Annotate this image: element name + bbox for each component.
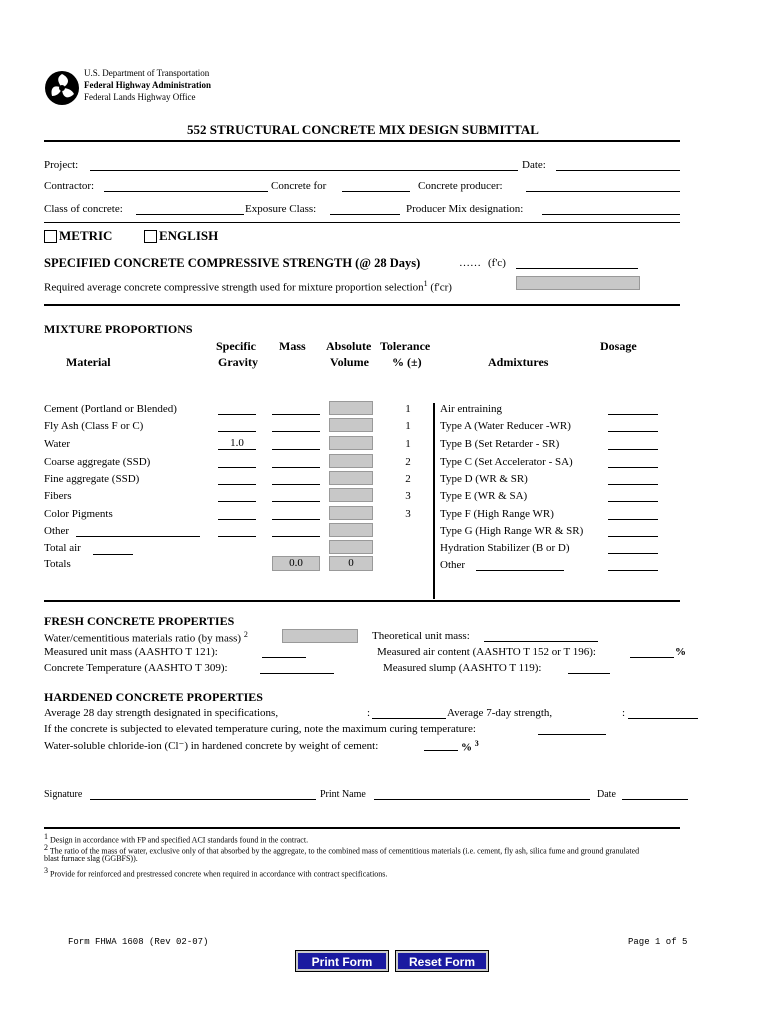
admixture-label: Type D (WR & SR) xyxy=(440,473,528,485)
avg7-label: Average 7-day strength, xyxy=(447,707,553,719)
mixture-rule xyxy=(44,600,680,602)
admixture-label: Type A (Water Reducer -WR) xyxy=(440,420,571,432)
metric-label: METRIC xyxy=(59,228,113,243)
material-name: Cement (Portland or Blended) xyxy=(44,403,177,415)
agency-line-2: Federal Highway Administration xyxy=(84,80,212,90)
agency-line-1: U.S. Department of Transportation xyxy=(84,68,210,78)
air-content-field[interactable] xyxy=(630,657,674,658)
tolerance-value: 1 xyxy=(405,403,411,415)
concrete-producer-label: Concrete producer: xyxy=(418,180,503,192)
admix-divider xyxy=(433,403,435,599)
footnote-3: $^3$ Provide for reinforced and prestressed concrete when required in accordance with contract specifications. xyxy=(44,866,388,879)
measured-mass-label: Measured unit mass (AASHTO T 121): xyxy=(44,646,218,658)
signature-field[interactable] xyxy=(90,799,316,800)
specified-strength-label: SPECIFIED CONCRETE COMPRESSIVE STRENGTH (@ 28 Days) xyxy=(44,256,421,270)
tolerance-value: 1 xyxy=(405,438,411,450)
absolute-volume-field[interactable] xyxy=(329,471,373,485)
mass-field[interactable] xyxy=(272,431,320,432)
mass-field[interactable] xyxy=(272,449,320,450)
absolute-volume-field[interactable] xyxy=(329,401,373,415)
strength-rule xyxy=(44,304,680,306)
material-name: Fine aggregate (SSD) xyxy=(44,473,140,485)
dosage-field[interactable] xyxy=(608,431,658,432)
reset-form-button[interactable]: Reset Form xyxy=(396,951,488,971)
fc-field[interactable] xyxy=(516,268,638,269)
footnote-2-cont: blast furnace slag (GGBFS)). xyxy=(44,854,138,863)
avg28-label: Average 28 day strength designated in specifications, xyxy=(44,707,279,719)
title-rule xyxy=(44,140,680,142)
material-name: Fibers xyxy=(44,490,72,502)
total-air-field[interactable] xyxy=(93,554,133,555)
dot-logo-icon xyxy=(44,70,80,106)
admixture-label: Air entraining xyxy=(440,403,503,415)
specific-gravity-field[interactable] xyxy=(218,501,256,502)
dosage-field[interactable] xyxy=(608,519,658,520)
theoretical-label: Theoretical unit mass: xyxy=(372,630,470,642)
print-name-label: Print Name xyxy=(320,789,366,800)
theoretical-field[interactable] xyxy=(484,641,598,642)
dosage-field[interactable] xyxy=(608,449,658,450)
measured-mass-field[interactable] xyxy=(262,657,306,658)
specific-gravity-field[interactable] xyxy=(218,414,256,415)
material-name: Coarse aggregate (SSD) xyxy=(44,456,151,468)
print-form-button[interactable]: Print Form xyxy=(296,951,388,971)
specific-gravity-field[interactable] xyxy=(218,519,256,520)
sig-date-label: Date xyxy=(597,789,616,800)
tolerance-value: 2 xyxy=(405,456,411,468)
mass-field[interactable] xyxy=(272,536,320,537)
specific-gravity-value: 1.0 xyxy=(230,437,244,449)
col-mass: Mass xyxy=(279,339,306,353)
col-specific: Specific xyxy=(216,339,256,353)
col-tolerance: Tolerance xyxy=(380,339,431,353)
avg28-colon: : xyxy=(367,707,371,719)
absolute-volume-field[interactable] xyxy=(329,454,373,468)
required-strength-label: Required average concrete compressive strength used for mixture proportion selection$^1$ (f'cr) xyxy=(44,279,452,294)
avg7-colon: : xyxy=(622,707,626,719)
mass-field[interactable] xyxy=(272,414,320,415)
dots: …… xyxy=(459,257,481,269)
col-gravity: Gravity xyxy=(218,355,258,369)
dot-logo xyxy=(44,70,80,106)
concrete-for-field[interactable] xyxy=(342,191,410,192)
material-name: Other xyxy=(44,525,70,537)
material-name: Water xyxy=(44,438,70,450)
tolerance-value: 3 xyxy=(405,490,411,502)
admixture-label: Type G (High Range WR & SR) xyxy=(440,525,584,537)
english-label: ENGLISH xyxy=(159,228,219,243)
material-name: Color Pigments xyxy=(44,508,113,520)
col-pct: % (±) xyxy=(392,355,422,369)
exposure-label: Exposure Class: xyxy=(245,203,317,215)
total-air-volume[interactable] xyxy=(329,540,373,554)
other-material-field[interactable] xyxy=(76,536,200,537)
dosage-field[interactable] xyxy=(608,501,658,502)
tolerance-value: 1 xyxy=(405,420,411,432)
admixture-label: Type B (Set Retarder - SR) xyxy=(440,438,560,450)
air-content-pct: % xyxy=(675,646,686,658)
signature-label: Signature xyxy=(44,789,83,800)
date-label: Date: xyxy=(522,159,546,171)
agency-line-3: Federal Lands Highway Office xyxy=(84,92,196,102)
form-number: Form FHWA 1608 (Rev 02-07) xyxy=(68,937,209,947)
slump-label: Measured slump (AASHTO T 119): xyxy=(383,662,542,674)
hardened-heading: HARDENED CONCRETE PROPERTIES xyxy=(44,690,263,704)
temp-field[interactable] xyxy=(260,673,334,674)
concrete-producer-field[interactable] xyxy=(526,191,680,192)
absolute-volume-field[interactable] xyxy=(329,418,373,432)
fcr-field[interactable] xyxy=(516,276,640,290)
mass-field[interactable] xyxy=(272,501,320,502)
dosage-field[interactable] xyxy=(608,484,658,485)
admixture-label: Hydration Stabilizer (B or D) xyxy=(440,542,570,554)
exposure-field[interactable] xyxy=(330,214,400,215)
material-name: Fly Ash (Class F or C) xyxy=(44,420,144,432)
other-admixture-field[interactable] xyxy=(476,570,564,571)
mass-field[interactable] xyxy=(272,519,320,520)
absolute-volume-field[interactable] xyxy=(329,488,373,502)
class-label: Class of concrete: xyxy=(44,203,123,215)
admixture-label: Type F (High Range WR) xyxy=(440,508,554,520)
print-name-field[interactable] xyxy=(374,799,590,800)
footnote-2: $^2$ The ratio of the mass of water, exclusive only of that absorbed by the aggregate, to the combined mass of cementitious materials (i.e. cement, fly ash, silica fume and ground granulated xyxy=(44,843,640,856)
col-material: Material xyxy=(66,355,111,369)
date-field[interactable] xyxy=(556,170,680,171)
english-checkbox[interactable] xyxy=(144,230,157,243)
specific-gravity-field[interactable] xyxy=(218,484,256,485)
class-field[interactable] xyxy=(136,214,244,215)
avg28-field[interactable] xyxy=(372,718,446,719)
tolerance-value: 2 xyxy=(405,473,411,485)
col-volume: Volume xyxy=(330,355,369,369)
project-field[interactable] xyxy=(90,170,518,171)
totals-label: Totals xyxy=(44,558,71,570)
admixture-label: Other xyxy=(440,559,466,571)
chloride-label: Water-soluble chloride-ion (Cl⁻) in hardened concrete by weight of cement: xyxy=(44,740,379,752)
air-content-label: Measured air content (AASHTO T 152 or T 196): xyxy=(377,646,596,658)
dosage-field[interactable] xyxy=(608,414,658,415)
curing-label: If the concrete is subjected to elevated temperature curing, note the maximum curing temperature: xyxy=(44,723,476,735)
producer-mix-field[interactable] xyxy=(542,214,680,215)
chloride-field[interactable] xyxy=(424,750,458,751)
producer-mix-label: Producer Mix designation: xyxy=(406,203,524,215)
col-absolute: Absolute xyxy=(326,339,372,353)
contractor-label: Contractor: xyxy=(44,180,95,192)
admixture-label: Type E (WR & SA) xyxy=(440,490,528,502)
absolute-volume-field[interactable] xyxy=(329,436,373,450)
contractor-field[interactable] xyxy=(104,191,268,192)
specific-gravity-field[interactable] xyxy=(218,431,256,432)
col-dosage: Dosage xyxy=(600,339,637,353)
chloride-pct: % $^3$ xyxy=(461,739,479,754)
dosage-field[interactable] xyxy=(608,553,658,554)
slump-field[interactable] xyxy=(568,673,610,674)
avg7-field[interactable] xyxy=(628,718,698,719)
col-admixtures: Admixtures xyxy=(488,355,549,369)
totals-mass: 0.0 xyxy=(272,556,320,571)
temp-label: Concrete Temperature (AASHTO T 309): xyxy=(44,662,228,674)
wc-ratio-field[interactable] xyxy=(282,629,358,643)
specific-gravity-field[interactable] xyxy=(218,467,256,468)
page-number: Page 1 of 5 xyxy=(628,937,688,947)
dosage-field[interactable] xyxy=(608,467,658,468)
project-label: Project: xyxy=(44,159,79,171)
metric-checkbox[interactable] xyxy=(44,230,57,243)
sig-date-field[interactable] xyxy=(622,799,688,800)
specific-gravity-field[interactable] xyxy=(218,536,256,537)
dosage-field[interactable] xyxy=(608,536,658,537)
concrete-for-label: Concrete for xyxy=(271,180,327,192)
dosage-field[interactable] xyxy=(608,570,658,571)
form-title: 552 STRUCTURAL CONCRETE MIX DESIGN SUBMITTAL xyxy=(187,122,539,137)
footnote-rule xyxy=(44,827,680,829)
specific-gravity-field[interactable] xyxy=(218,449,256,450)
total-air-label: Total air xyxy=(44,542,81,554)
totals-volume: 0 xyxy=(329,556,373,571)
curing-field[interactable] xyxy=(538,734,606,735)
wc-ratio-label: Water/cementitious materials ratio (by mass) $^2$ xyxy=(44,630,248,645)
fc-label: (f'c) xyxy=(488,257,506,269)
fresh-heading: FRESH CONCRETE PROPERTIES xyxy=(44,614,235,628)
mass-field[interactable] xyxy=(272,467,320,468)
mass-field[interactable] xyxy=(272,484,320,485)
admixture-label: Type C (Set Accelerator - SA) xyxy=(440,456,573,468)
absolute-volume-field[interactable] xyxy=(329,523,373,537)
absolute-volume-field[interactable] xyxy=(329,506,373,520)
footnote-1: $^1$ Design in accordance with FP and specified ACI standards found in the contract. xyxy=(44,832,309,845)
mixture-heading: MIXTURE PROPORTIONS xyxy=(44,322,193,336)
fields-rule xyxy=(44,222,680,223)
tolerance-value: 3 xyxy=(405,508,411,520)
